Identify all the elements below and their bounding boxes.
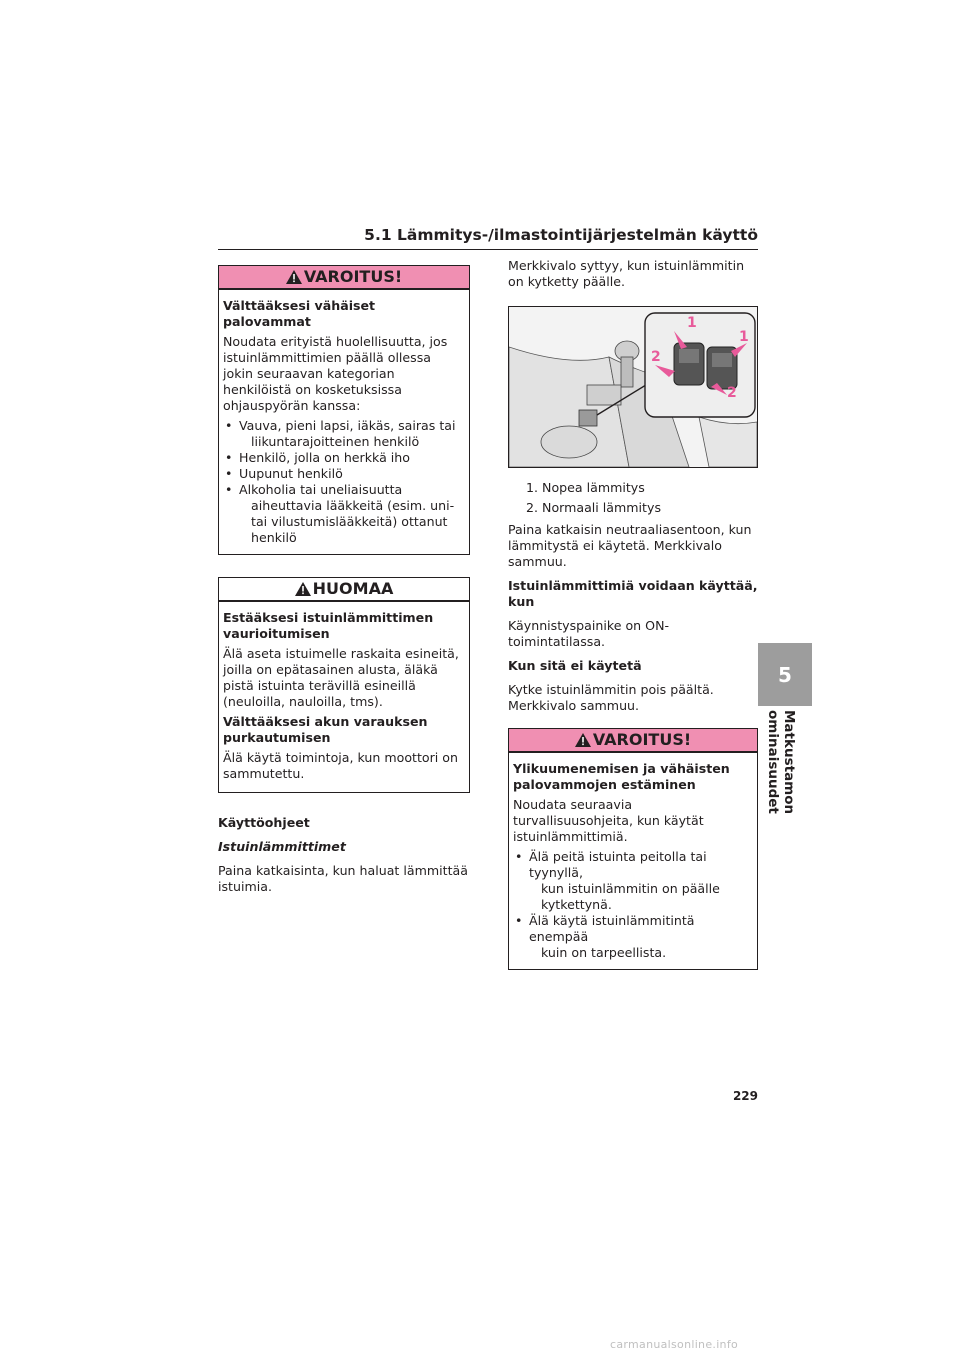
seat-heater-figure bbox=[508, 306, 758, 468]
indicator-intro: Merkkivalo syttyy, kun istuinlämmitin on kytketty päälle. bbox=[508, 258, 745, 289]
chapter-tab-label: Matkustamon ominaisuudet bbox=[765, 710, 797, 815]
warning-box-overheat bbox=[508, 728, 758, 970]
notice-subtitle-1: Estääksesi istuinlämmittimen vaurioitumisen bbox=[223, 610, 434, 641]
watermark: carmanualsonline.info bbox=[610, 1338, 739, 1351]
warning-bullet-list bbox=[223, 418, 464, 546]
neutral-text: Paina katkaisin neutraaliasentoon, kun lämmitystä ei käytetä. Merkkivalo sammuu. bbox=[508, 522, 752, 569]
usage-subheading: Istuinlämmittimet bbox=[218, 839, 346, 854]
steps-list bbox=[526, 480, 758, 516]
usable-text: Käynnistyspainike on ON-toimintatilassa. bbox=[508, 618, 670, 649]
list-item: 2. Normaali lämmitys bbox=[526, 500, 662, 515]
notice-text-2: Älä käytä toimintoja, kun moottori on sammutettu. bbox=[223, 750, 458, 781]
list-item: • Älä peitä istuinta peitolla tai tyynyllä, kun istuinlämmitin on päälle kytkettynä. bbox=[513, 849, 752, 913]
notice-title: HUOMAA bbox=[312, 579, 394, 598]
list-item: • Uupunut henkilö bbox=[223, 466, 464, 482]
usage-heading: Käyttöohjeet bbox=[218, 815, 310, 830]
left-column bbox=[218, 265, 470, 903]
usage-text: Paina katkaisinta, kun haluat lämmittää istuimia. bbox=[218, 863, 468, 894]
list-item: • Älä käytä istuinlämmitintä enempää kuin on tarpeellista. bbox=[513, 913, 752, 961]
chapter-tab: 5 bbox=[758, 643, 812, 706]
list-item: • Vauva, pieni lapsi, iäkäs, sairas tai liikuntarajoitteinen henkilö bbox=[223, 418, 464, 450]
list-item: • Alkoholia tai uneliaisuutta aiheuttavia lääkkeitä (esim. uni- tai vilustumislääkkeitä) ottanut henkilö bbox=[223, 482, 464, 546]
figure-label-2a: 2 bbox=[651, 349, 661, 365]
warning-box-burns bbox=[218, 265, 470, 555]
page-number: 229 bbox=[732, 1089, 758, 1103]
warning-triangle-icon bbox=[295, 582, 311, 596]
usable-heading: Istuinlämmittimiä voidaan käyttää, kun bbox=[508, 578, 758, 609]
list-item: • Henkilö, jolla on herkkä iho bbox=[223, 450, 464, 466]
warning-triangle-icon bbox=[286, 270, 302, 284]
warning-title-bar bbox=[509, 729, 757, 753]
not-used-text: Kytke istuinlämmitin pois päältä. Merkkivalo sammuu. bbox=[508, 682, 714, 713]
warning-title-bar bbox=[219, 266, 469, 290]
notice-text-1: Älä aseta istuimelle raskaita esineitä, joilla on epätasainen alusta, äläkä pistä istuinta terävillä esineillä (neuloilla, nauloilla, tms). bbox=[223, 646, 459, 709]
notice-box bbox=[218, 577, 470, 793]
seat-heater-illustration bbox=[509, 307, 757, 467]
figure-label-1a: 1 bbox=[687, 315, 697, 331]
warning-subtitle: Ylikuumenemisen ja vähäisten palovammojen estäminen bbox=[513, 761, 730, 792]
warning-title: VAROITUS! bbox=[592, 730, 692, 749]
right-column bbox=[508, 258, 758, 992]
warning-subtitle: Välttääksesi vähäiset palovammat bbox=[223, 298, 376, 329]
notice-title-bar bbox=[219, 578, 469, 602]
notice-subtitle-2: Välttääksesi akun varauksen purkautumisen bbox=[223, 714, 428, 745]
figure-label-1b: 1 bbox=[739, 329, 749, 345]
section-header: 5.1 Lämmitys-/ilmastointijärjestelmän käyttö bbox=[218, 226, 758, 250]
not-used-heading: Kun sitä ei käytetä bbox=[508, 658, 642, 673]
list-item: 1. Nopea lämmitys bbox=[526, 480, 645, 495]
warning-text: Noudata seuraavia turvallisuusohjeita, kun käytät istuinlämmittimiä. bbox=[513, 797, 704, 844]
warning-text: Noudata erityistä huolellisuutta, jos istuinlämmittimien päällä ollessa jokin seuraavan kategorian henkilöistä on kosketuksissa ohjauspyörän kanssa: bbox=[223, 334, 448, 413]
warning-bullet-list bbox=[513, 849, 752, 961]
warning-triangle-icon bbox=[575, 733, 591, 747]
figure-label-2b: 2 bbox=[727, 385, 737, 401]
warning-title: VAROITUS! bbox=[303, 267, 403, 286]
